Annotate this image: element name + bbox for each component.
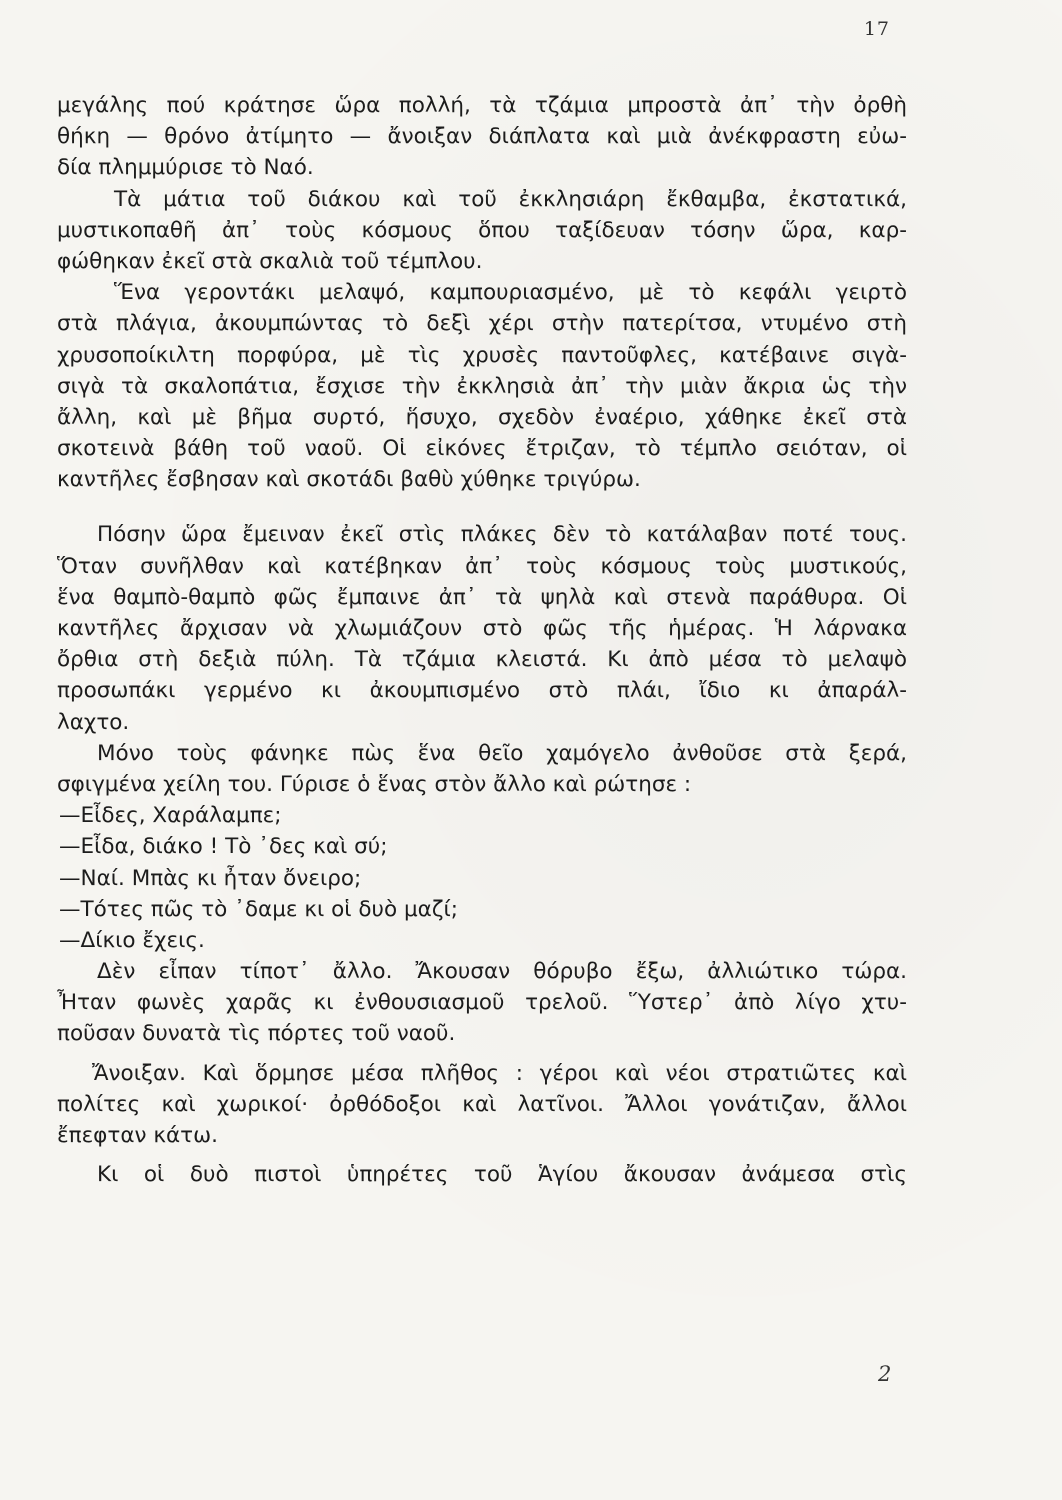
text-line: θήκη — θρόνο ἀτίμητο — ἄνοιξαν διάπλατα καὶ μιὰ ἀνέκφραστη εὐω-	[57, 124, 907, 150]
text-line: ἕνα θαμπὸ-θαμπὸ φῶς ἔμπαινε ἀπ᾽ τὰ ψηλὰ καὶ στενὰ παράθυρα. Οἱ	[57, 584, 907, 610]
text-line: καντῆλες ἄρχισαν νὰ χλωμιάζουν στὸ φῶς τῆς ἡμέρας. Ἡ λάρνακα	[57, 616, 907, 641]
text-line: ὄρθια στὴ δεξιὰ πύλη. Τὰ τζάμια κλειστά. Κι ἀπὸ μέσα τὸ μελαψὸ	[57, 647, 907, 673]
text-line: Δὲν εἶπαν τίποτ᾽ ἄλλο. Ἄκουσαν θόρυβο ἔξω, ἀλλιώτικο τώρα.	[97, 959, 907, 985]
dialogue-line: —Τότες πῶς τὸ ᾽δαμε κι οἱ δυὸ μαζί;	[59, 896, 459, 922]
text-line: Τὰ μάτια τοῦ διάκου καὶ τοῦ ἐκκλησιάρη ἔκθαμβα, ἐκστατικά,	[114, 186, 907, 212]
text-line: χρυσοποίκιλτη πορφύρα, μὲ τὶς χρυσὲς παντοῦφλες, κατέβαινε σιγὰ-	[57, 342, 907, 368]
text-line: Πόσην ὥρα ἔμειναν ἐκεῖ στὶς πλάκες δὲν τὸ κατάλαβαν ποτέ τους.	[97, 522, 907, 548]
text-line: φώθηκαν ἐκεῖ στὰ σκαλιὰ τοῦ τέμπλου.	[57, 248, 483, 274]
text-line: ποῦσαν δυνατὰ τὶς πόρτες τοῦ ναοῦ.	[57, 1021, 456, 1047]
text-line: σκοτεινὰ βάθη τοῦ ναοῦ. Οἱ εἰκόνες ἔτριζαν, τὸ τέμπλο σειόταν, οἱ	[57, 436, 907, 462]
text-line: σιγὰ τὰ σκαλοπάτια, ἔσχισε τὴν ἐκκλησιὰ ἀπ᾽ τὴν μιὰν ἄκρια ὡς τὴν	[57, 373, 907, 399]
text-line: μεγάλης πού κράτησε ὥρα πολλή, τὰ τζάμια μπροστὰ ἀπ᾽ τὴν ὀρθὴ	[57, 93, 907, 118]
paragraph-gap	[57, 495, 907, 519]
text-line: μυστικοπαθῆ ἀπ᾽ τοὺς κόσμους ὅπου ταξίδευαν τόσην ὥρα, καρ-	[57, 217, 907, 243]
text-line: Ἄνοιξαν. Καὶ ὅρμησε μέσα πλῆθος : γέροι καὶ νέοι στρατιῶτες καὶ	[92, 1060, 907, 1086]
printer-signature: 2	[878, 1362, 892, 1386]
text-line: προσωπάκι γερμένο κι ἀκουμπισμένο στὸ πλάι, ἴδιο κι ἀπαράλ-	[57, 678, 907, 704]
text-line: στὰ πλάγια, ἀκουμπώντας τὸ δεξὶ χέρι στὴν πατερίτσα, ντυμένο στὴ	[57, 311, 907, 337]
text-line: Κι οἱ δυὸ πιστοὶ ὑπηρέτες τοῦ Ἁγίου ἄκουσαν ἀνάμεσα στὶς	[97, 1162, 907, 1188]
text-line: ἔπεφταν κάτω.	[57, 1123, 218, 1148]
text-line: Ὅταν συνῆλθαν καὶ κατέβηκαν ἀπ᾽ τοὺς κόσμους τοὺς μυστικούς,	[57, 553, 907, 579]
text-line: λαχτο.	[57, 709, 130, 735]
text-line: δία πλημμύρισε τὸ Ναό.	[57, 155, 314, 181]
dialogue-line: —Ναί. Μπὰς κι ἦταν ὄνειρο;	[59, 865, 362, 891]
text-line: Μόνο τοὺς φάνηκε πὼς ἕνα θεῖο χαμόγελο ἀνθοῦσε στὰ ξερά,	[97, 740, 907, 766]
body-text	[57, 90, 907, 1190]
text-line: καντῆλες ἔσβησαν καὶ σκοτάδι βαθὺ χύθηκε τριγύρω.	[57, 467, 641, 493]
text-line: Ἕνα γεροντάκι μελαψό, καμπουριασμένο, μὲ τὸ κεφάλι γειρτὸ	[114, 280, 907, 306]
dialogue-line: —Εἶδες, Χαράλαμπε;	[59, 803, 282, 829]
text-line: ἄλλη, καὶ μὲ βῆμα συρτό, ἥσυχο, σχεδὸν ἐναέριο, χάθηκε ἐκεῖ στὰ	[57, 404, 907, 430]
page-number: 17	[863, 18, 890, 40]
text-line: πολίτες καὶ χωρικοί· ὀρθόδοξοι καὶ λατῖνοι. Ἄλλοι γονάτιζαν, ἄλλοι	[57, 1091, 907, 1117]
dialogue-line: —Δίκιο ἔχεις.	[59, 927, 205, 953]
text-line: Ἦταν φωνὲς χαρᾶς κι ἐνθουσιασμοῦ τρελοῦ. Ὕστερ᾽ ἀπὸ λίγο χτυ-	[57, 990, 907, 1016]
text-line: σφιγμένα χείλη του. Γύρισε ὁ ἕνας στὸν ἄλλο καὶ ρώτησε :	[57, 771, 692, 797]
dialogue-line: —Εἶδα, διάκο ! Τὸ ᾽δες καὶ σύ;	[59, 834, 388, 860]
paragraph-gap	[57, 1151, 907, 1159]
paragraph-gap	[57, 1050, 907, 1058]
